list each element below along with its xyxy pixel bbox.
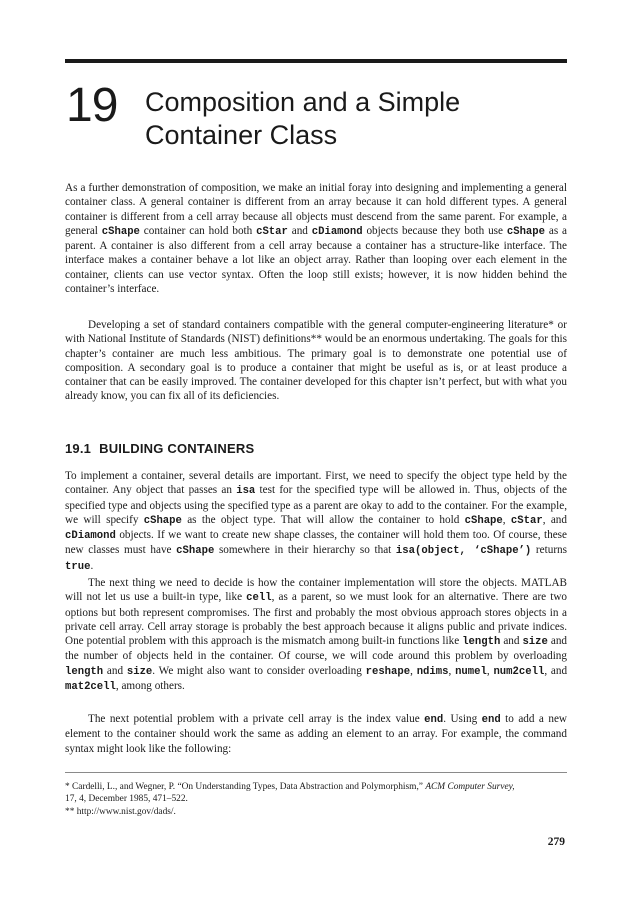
- code-end: end: [481, 714, 501, 726]
- section-paragraph-2: The next thing we need to decide is how the container implementation will store the objects. MATLAB will not let us use a built-in type, like cell, as a parent, so we must look for an alternative. There are two options but both represent compromises. The first and probably the most obvious approach stores objects in a private cell array. Cell array storage is probably the best approach because it aligns public and private indices. One potential problem with this approach is the mismatch among built-in functions like length and size and the number of objects held in the container. Of course, we will code around this problem by overloading length and size. We might also want to consider overloading reshape, ndims, numel, num2cell, and mat2cell, among others.: [65, 577, 568, 694]
- intro-paragraph-1: As a further demonstration of composition, we make an initial foray into designing and implementing a general container class. A general container is different from an array because it can hold different types. A general container is different from a cell array because all objects must descend from the same parent. For example, a general cShape container can hold both cStar and cDiamond objects because they both use cShape as a parent. A container is also different from a cell array because a container has a structure-like interface. The interface makes a container behave a lot like an object array. Rather than looping over each element in the container, clients can use vector syntax. Often the loop still exists; however, it is now hidden behind the container’s interface.: [65, 182, 567, 296]
- code-cshape: cShape: [506, 225, 546, 238]
- code-cstar: cStar: [256, 225, 288, 238]
- top-rule: [65, 59, 567, 63]
- code-true: true: [65, 560, 91, 573]
- footnote-1: * Cardelli, L., and Wegner, P. “On Understanding Types, Data Abstraction and Polymorphism,” ACM Computer Survey,: [65, 782, 515, 792]
- section-paragraph-3: The next potential problem with a private cell array is the index value end. Using end to add a new element to the container should work the same as adding an element to an array. For example, the command syntax might look like the following:: [65, 713, 567, 755]
- code-cstar: cStar: [510, 514, 543, 527]
- intro-paragraph-2: Developing a set of standard containers compatible with the general computer-engineering literature* or with National Institute of Standards (NIST) definitions** would be an enormous undertaking. The goals for this chapter’s container are much less ambitious. The primary goal is to demonstrate one potential use of composition. A secondary goal is to produce a container that might be useful as is, or at least produce a container that can be easily improved. The container developed for this chapter isn’t perfect, but with what you already know, you can fix all of its deficiencies.: [65, 319, 567, 403]
- code-cshape: cShape: [143, 514, 182, 527]
- chapter-number: 19: [66, 79, 118, 132]
- page-number: 279: [547, 836, 565, 848]
- code-isa-call: isa(object, ‘cShape’): [395, 545, 532, 558]
- code-size: size: [522, 636, 548, 649]
- chapter-title-line-2: Container Class: [145, 120, 338, 150]
- chapter-title: [145, 86, 460, 152]
- section-heading: [65, 441, 254, 456]
- code-end: end: [424, 714, 444, 726]
- footnote-1-continued: 17, 4, December 1985, 471–522.: [65, 794, 188, 805]
- code-cshape: cShape: [176, 545, 215, 558]
- footnote-2: ** http://www.nist.gov/dads/.: [65, 806, 176, 817]
- code-size: size: [126, 665, 153, 678]
- code-length: length: [462, 636, 501, 649]
- code-ndims: ndims: [416, 665, 449, 678]
- code-cell: cell: [246, 592, 272, 605]
- section-number: 19.1: [65, 441, 92, 456]
- code-isa: isa: [236, 485, 256, 498]
- footnote-1-journal: ACM Computer Survey,: [425, 782, 515, 792]
- code-cdiamond: cDiamond: [65, 530, 116, 543]
- chapter-title-line-1: Composition and a Simple: [145, 87, 461, 117]
- code-num2cell: num2cell: [493, 665, 545, 678]
- section-title: BUILDING CONTAINERS: [99, 441, 255, 456]
- code-cdiamond: cDiamond: [311, 225, 363, 238]
- code-mat2cell: mat2cell: [65, 681, 116, 694]
- code-cshape: cShape: [464, 514, 503, 527]
- footnotes: [65, 781, 567, 818]
- section-paragraph-1: To implement a container, several details are important. First, we need to specify the object type held by the container. Any object that passes an isa test for the specified type will be allowed in. Thus, objects of the specified type and objects using the specified type as a parent are okay to add to the container. For the example, we will specify cShape as the object type. That will allow the container to hold cShape, cStar, and cDiamond objects. If we want to create new shape classes, the container will hold them too. Of course, these new classes must have cShape somewhere in their hierarchy so that isa(object, ‘cShape’) returns true.: [65, 470, 567, 573]
- footnote-rule: [65, 772, 567, 773]
- code-cshape: cShape: [101, 225, 140, 238]
- code-numel: numel: [455, 665, 487, 678]
- code-reshape: reshape: [365, 665, 411, 678]
- code-length: length: [65, 665, 104, 678]
